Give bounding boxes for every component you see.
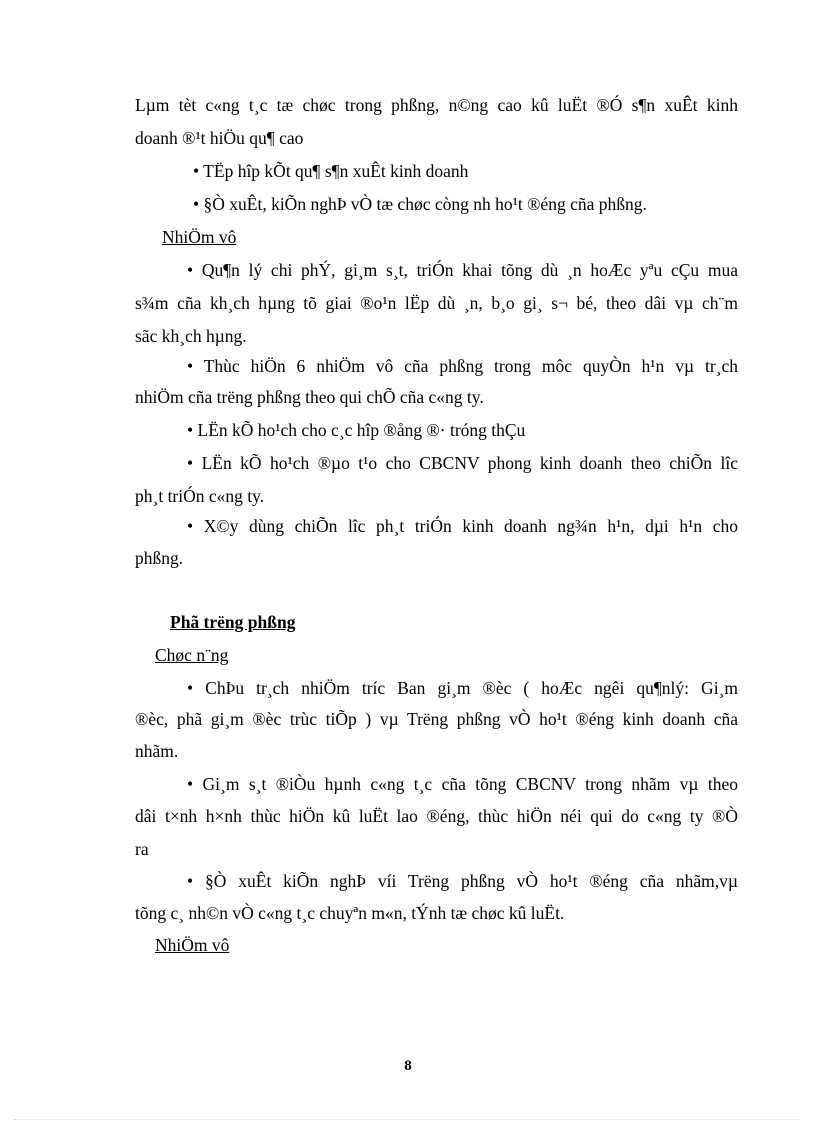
bullet-item: • §Ò xuÊt, kiÕn nghÞ vÒ tæ chøc còng nh ho¹t ®éng cña phßng. [193, 194, 647, 214]
page-number: 8 [404, 1058, 412, 1074]
bullet-item: • X©y dùng chiÕn lîc ph¸t triÓn kinh doanh ng¾n h¹n, dµi h¹n cho [187, 516, 738, 536]
paragraph-line: doanh ®¹t hiÖu qu¶ cao [135, 128, 304, 148]
bullet-item: • ChÞu tr¸ch nhiÖm tríc Ban gi¸m ®èc ( hoÆc ngêi qu¶nlý: Gi¸m [187, 678, 738, 698]
paragraph-line: tõng c¸ nh©n vÒ c«ng t¸c chuyªn m«n, tÝnh tæ chøc kû luËt. [135, 903, 565, 923]
bullet-item: • Qu¶n lý chi phÝ, gi¸m s¸t, triÓn khai tõng dù ¸n hoÆc yªu cÇu mua [187, 260, 738, 280]
paragraph-line: sãc kh¸ch hµng. [135, 326, 247, 346]
paragraph-line: Lµm tèt c«ng t¸c tæ chøc trong phßng, n©ng cao kû luËt ®Ó s¶n xuÊt kinh [135, 95, 738, 115]
section-heading: Chøc n¨ng [155, 645, 229, 665]
paragraph-line: ®èc, phã gi¸m ®èc trùc tiÕp ) vµ Trëng phßng vÒ ho¹t ®éng kinh doanh cña [135, 709, 738, 729]
paragraph-line: ph¸t triÓn c«ng ty. [135, 486, 265, 506]
bullet-item: • LËn kÕ ho¹ch cho c¸c hîp ®ång ®· tróng thÇu [187, 420, 526, 440]
section-title: Phã trëng phßng [170, 612, 296, 632]
paragraph-line: nhãm. [135, 741, 179, 761]
bullet-item: • Gi¸m s¸t ®iÒu hµnh c«ng t¸c cña tõng CBCNV trong nhãm vµ theo [187, 774, 738, 794]
page-footer-divider [14, 1119, 800, 1120]
section-heading: NhiÖm vô [162, 227, 237, 247]
paragraph-line: s¾m cña kh¸ch hµng tõ giai ®o¹n lËp dù ¸n, b¸o gi¸ s¬ bé, theo dâi vµ ch¨m [135, 293, 738, 313]
bullet-item: • Thùc hiÖn 6 nhiÖm vô cña phßng trong môc quyÒn h¹n vµ tr¸ch [187, 356, 738, 376]
bullet-item: • §Ò xuÊt kiÕn nghÞ víi Trëng phßng vÒ ho¹t ®éng cña nhãm,vµ [187, 871, 738, 891]
bullet-item: • TËp hîp kÕt qu¶ s¶n xuÊt kinh doanh [193, 161, 469, 181]
section-heading: NhiÖm vô [155, 935, 230, 955]
paragraph-line: nhiÖm cña trëng phßng theo qui chÕ cña c«ng ty. [135, 387, 484, 407]
paragraph-line: ra [135, 839, 149, 859]
paragraph-line: phßng. [135, 548, 184, 568]
bullet-item: • LËn kÕ ho¹ch ®µo t¹o cho CBCNV phong kinh doanh theo chiÕn lîc [187, 453, 738, 473]
paragraph-line: dâi t×nh h×nh thùc hiÖn kû luËt lao ®éng, thùc hiÖn néi qui do c«ng ty ®Ò [135, 806, 738, 826]
